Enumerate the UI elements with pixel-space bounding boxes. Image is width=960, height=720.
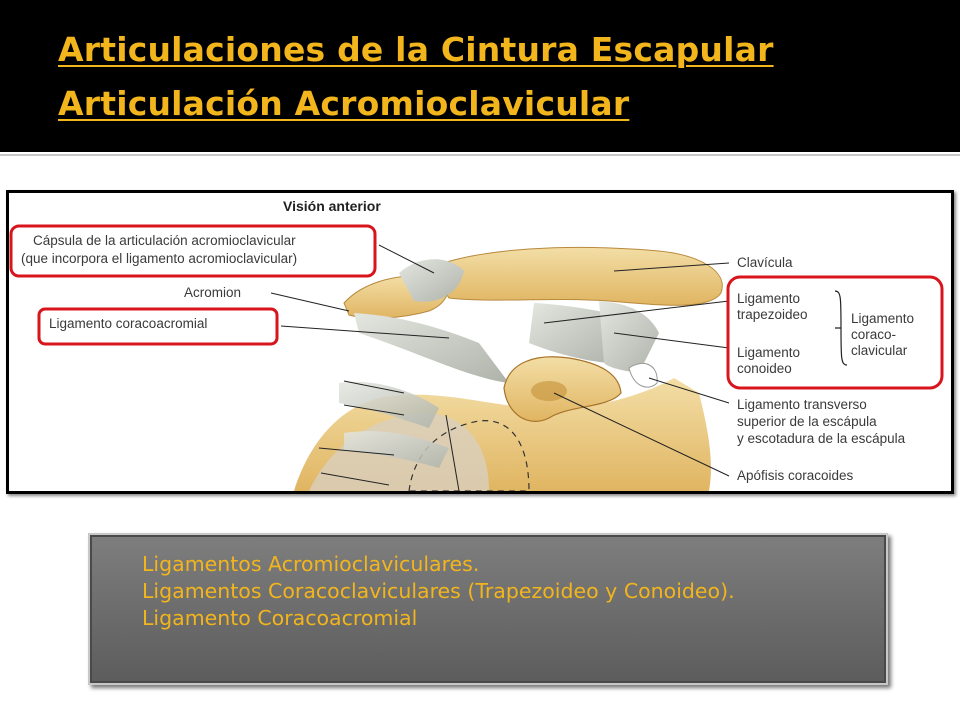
scapular-notch-shape <box>629 363 657 387</box>
anatomy-figure <box>6 190 954 494</box>
label-clavicula: Clavícula <box>737 255 793 270</box>
label-transverso-1: Ligamento transverso <box>737 397 867 412</box>
label-trapezoideo-1: Ligamento <box>737 291 801 306</box>
figure-heading: Visión anterior <box>283 198 381 214</box>
label-capsula-line-1: Cápsula de la articulación acromioclavicular <box>33 233 296 248</box>
label-coracoclav-2: coraco- <box>851 327 897 342</box>
label-lig-coracoacromial: Ligamento coracoacromial <box>49 316 208 331</box>
title-bar <box>0 0 960 152</box>
label-transverso-3: y escotadura de la escápula <box>737 431 906 446</box>
coracoacromial-ligament-shape <box>354 313 509 383</box>
slide-title-line-2: Articulación Acromioclavicular <box>58 84 630 123</box>
label-coracoclav-1: Ligamento <box>851 311 915 326</box>
label-conoideo-2: conoideo <box>737 361 792 376</box>
label-coracoclav-3: clavicular <box>851 343 908 358</box>
label-transverso-2: superior de la escápula <box>737 414 877 429</box>
label-coracoides: Apófisis coracoides <box>737 468 854 483</box>
label-trapezoideo-2: trapezoideo <box>737 307 808 322</box>
slide-title-line-1: Articulaciones de la Cintura Escapular <box>58 30 774 69</box>
title-separator <box>0 152 960 178</box>
bullet-item: Ligamentos Coracoclaviculares (Trapezoideo y Conoideo). <box>142 579 735 603</box>
label-capsula-line-2: (que incorpora el ligamento acromioclavicular) <box>21 251 298 266</box>
anatomy-illustration <box>9 193 951 491</box>
summary-box <box>88 533 888 685</box>
bullet-item: Ligamento Coracoacromial <box>142 606 418 630</box>
label-acromion: Acromion <box>184 285 242 300</box>
label-conoideo-1: Ligamento <box>737 345 801 360</box>
conoid-ligament-shape <box>599 301 659 373</box>
bullet-list <box>142 551 735 632</box>
clavicle-shape <box>429 247 722 305</box>
bullet-item: Ligamentos Acromioclaviculares. <box>142 552 480 576</box>
